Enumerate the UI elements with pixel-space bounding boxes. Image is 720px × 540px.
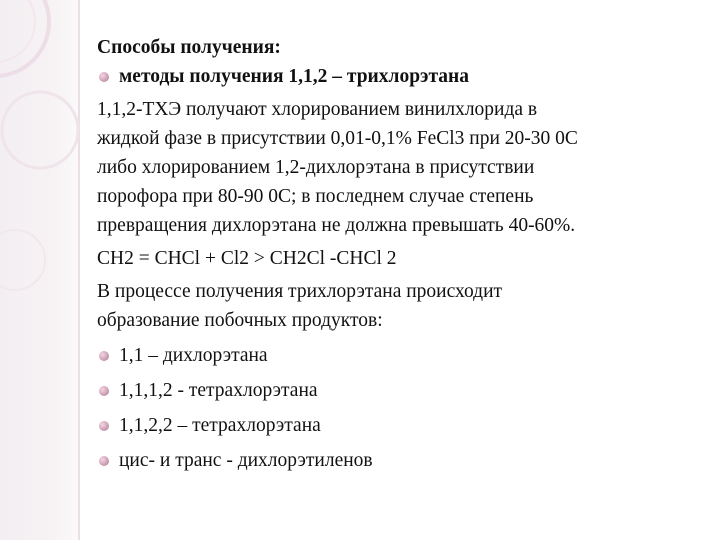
byproducts-intro (97, 277, 707, 335)
description-line: жидкой фазе в присутствии 0,01-0,1% FeCl3 при 20-30 0С (97, 128, 578, 149)
bullet-icon (99, 456, 109, 466)
description-paragraph (97, 95, 707, 240)
byproduct-item (97, 376, 707, 405)
slide-content (97, 33, 707, 475)
byproduct-item (97, 341, 707, 370)
byproduct-text: цис- и транс - дихлорэтиленов (119, 450, 373, 471)
bullet-icon (99, 72, 109, 82)
bullet-icon (99, 421, 109, 431)
reaction-equation: CH2 = CHCl + Cl2 > CH2Cl -CHCl 2 (97, 248, 397, 269)
byproduct-text: 1,1 – дихлорэтана (119, 345, 268, 366)
bullet-icon (99, 351, 109, 361)
byproduct-item (97, 446, 707, 475)
description-line: либо хлорированием 1,2-дихлорэтана в присутствии (97, 157, 535, 178)
description-line: порофора при 80-90 0С; в последнем случае степень (97, 186, 534, 207)
slide-heading: Способы получения: (97, 37, 281, 58)
byproducts-intro-line: В процессе получения трихлорэтана происходит (97, 281, 503, 302)
description-line: превращения дихлорэтана не должна превышать 40-60%. (97, 215, 576, 236)
description-line: 1,1,2-ТХЭ получают хлорированием винилхлорида в (97, 99, 538, 120)
byproduct-text: 1,1,2,2 – тетрахлорэтана (119, 415, 321, 436)
byproducts-intro-line: образование побочных продуктов: (97, 310, 383, 331)
byproduct-item (97, 411, 707, 440)
method-bullet-text: методы получения 1,1,2 – трихлорэтана (119, 66, 470, 87)
bullet-icon (99, 386, 109, 396)
byproduct-text: 1,1,1,2 - тетрахлорэтана (119, 380, 318, 401)
decorative-circles (0, 0, 80, 540)
method-bullet-item (97, 62, 707, 91)
